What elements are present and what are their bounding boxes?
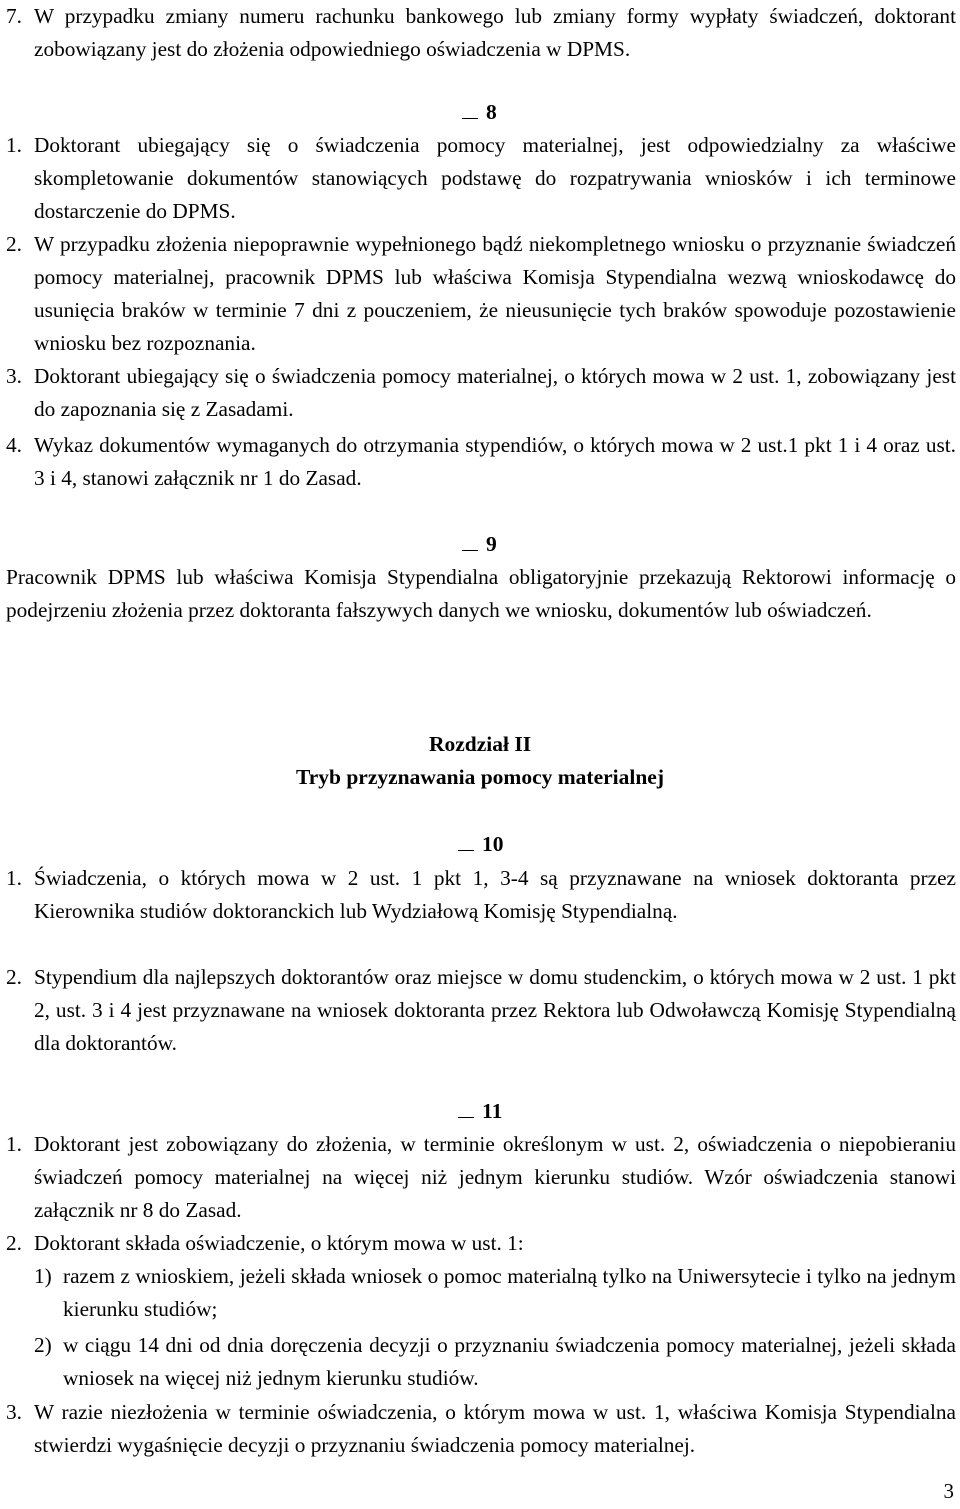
item-number: 1. — [6, 866, 22, 890]
item-number: 1. — [6, 133, 22, 157]
section-number: 11 — [482, 1099, 503, 1123]
item-text: Wykaz dokumentów wymaganych do otrzymania stypendiów, o których mowa w 2 ust.1 pkt 1 i 4 oraz ust. 3 i 4, stanowi załącznik nr 1 do Zasad. — [34, 433, 956, 490]
item-text: Doktorant ubiegający się o świadczenia pomocy materialnej, jest odpowiedzialny za właściwe skompletowanie dokumentów stanowiących podstawę do rozpatrywania wniosków i ich terminowe dostarczenie do DPMS. — [34, 133, 956, 223]
sub-list-item — [34, 1329, 956, 1395]
list-item — [6, 862, 956, 928]
item-number: 3. — [6, 1400, 22, 1424]
item-number: 2. — [6, 1231, 22, 1255]
page-number: 3 — [943, 1479, 954, 1503]
item-text: Stypendium dla najlepszych doktorantów oraz miejsce w domu studenckim, o których mowa w 2 ust. 1 pkt 2, ust. 3 i 4 jest przyznawane na wniosek doktoranta przez Rektora lub Odwoławczą Komisję Stypendialną dla doktorantów. — [34, 965, 956, 1055]
item-number: 3. — [6, 364, 22, 388]
item-text: W razie niezłożenia w terminie oświadczenia, o którym mowa w ust. 1, właściwa Komisja Stypendialna stwierdzi wygaśnięcie decyzji o przyznaniu świadczenia pomocy materialnej. — [34, 1400, 956, 1457]
section-number: 10 — [482, 832, 504, 856]
item-text: Doktorant jest zobowiązany do złożenia, w terminie określonym w ust. 2, oświadczenia o niepobieraniu świadczeń pomocy materialnej na więcej niż jednym kierunku studiów. Wzór oświadczenia stanowi załącznik nr 8 do Zasad. — [34, 1132, 956, 1222]
item-text: W przypadku zmiany numeru rachunku bankowego lub zmiany formy wypłaty świadczeń, doktorant zobowiązany jest do złożenia odpowiedniego oświadczenia w DPMS. — [34, 4, 956, 61]
sub-item-number: 1) — [34, 1264, 52, 1288]
section-number: 8 — [486, 100, 497, 124]
item-text: Doktorant ubiegający się o świadczenia pomocy materialnej, o których mowa w 2 ust. 1, zobowiązany jest do zapoznania się z Zasadami. — [34, 364, 956, 421]
list-item — [6, 129, 956, 228]
sub-list-item — [34, 1260, 956, 1326]
chapter-subtitle: Tryb przyznawania pomocy materialnej — [295, 765, 665, 789]
section-sign-mark — [462, 118, 478, 119]
section-sign-mark — [458, 850, 474, 851]
item-number: 4. — [6, 433, 22, 457]
item-number: 2. — [6, 232, 22, 256]
paragraph: Pracownik DPMS lub właściwa Komisja Stypendialna obligatoryjnie przekazują Rektorowi informację o podejrzeniu złożenia przez doktoranta fałszywych danych we wniosku, dokumentów lub oświadczeń. — [6, 565, 956, 622]
sub-item-text: razem z wnioskiem, jeżeli składa wniosek o pomoc materialną tylko na Uniwersytecie i tylko na jednym kierunku studiów; — [63, 1264, 956, 1321]
section-heading-11 — [458, 1095, 502, 1128]
section-heading-8 — [462, 96, 497, 129]
list-item — [6, 360, 956, 426]
list-item — [6, 429, 956, 495]
list-item — [6, 961, 956, 1060]
item-number: 7. — [6, 4, 22, 28]
list-item — [6, 1227, 956, 1260]
item-number: 2. — [6, 965, 22, 989]
sub-item-number: 2) — [34, 1333, 52, 1357]
sub-item-text: w ciągu 14 dni od dnia doręczenia decyzji o przyznaniu świadczenia pomocy materialnej, jeżeli składa wniosek na więcej niż jednym kierunku studiów. — [63, 1333, 956, 1390]
section-sign-mark — [458, 1117, 474, 1118]
list-item — [6, 1128, 956, 1227]
item-number: 1. — [6, 1132, 22, 1156]
chapter-title: Rozdział II — [428, 732, 532, 756]
item-text: Doktorant składa oświadczenie, o którym mowa w ust. 1: — [34, 1231, 524, 1255]
section-number: 9 — [486, 532, 497, 556]
section-sign-mark — [462, 550, 478, 551]
list-item — [6, 0, 956, 66]
list-item — [6, 228, 956, 360]
section-heading-10 — [458, 828, 504, 861]
item-text: W przypadku złożenia niepoprawnie wypełnionego bądź niekompletnego wniosku o przyznanie świadczeń pomocy materialnej, pracownik DPMS lub właściwa Komisja Stypendialna wezwą wnioskodawcę do usunięcia braków w terminie 7 dni z pouczeniem, że nieusunięcie tych braków spowoduje pozostawienie wniosku bez rozpoznania. — [34, 232, 956, 355]
section-heading-9 — [462, 528, 497, 561]
item-text: Świadczenia, o których mowa w 2 ust. 1 pkt 1, 3-4 są przyznawane na wniosek doktoranta przez Kierownika studiów doktoranckich lub Wydziałową Komisję Stypendialną. — [34, 866, 956, 923]
list-item — [6, 1396, 956, 1462]
